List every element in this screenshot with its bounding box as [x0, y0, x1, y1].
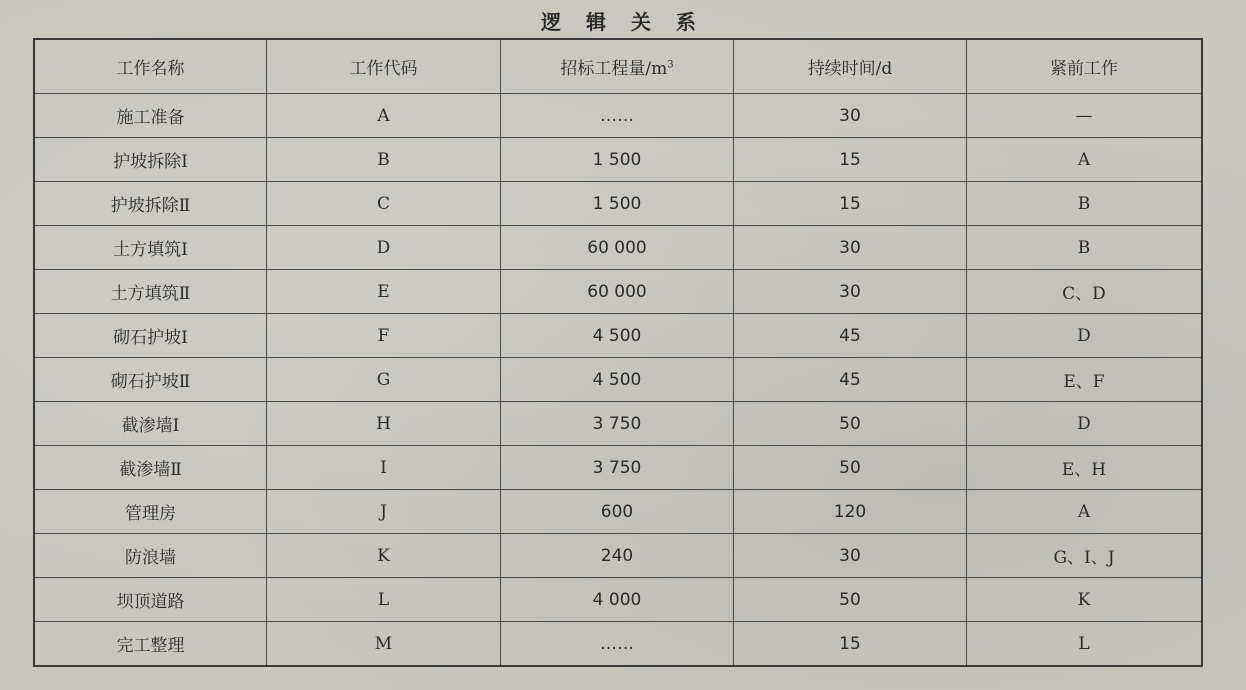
cell-predecessor: B — [967, 226, 1203, 270]
cell-duration: 45 — [734, 314, 967, 358]
cell-work-name: 完工整理 — [34, 622, 267, 667]
table-row — [34, 94, 1202, 138]
cell-duration: 120 — [734, 490, 967, 534]
cell-bid-quantity: …… — [501, 94, 734, 138]
cell-bid-quantity: 240 — [501, 534, 734, 578]
header-work-code: 工作代码 — [267, 39, 501, 94]
cell-duration: 30 — [734, 226, 967, 270]
cell-predecessor: K — [967, 578, 1203, 622]
cell-work-name: 护坡拆除Ⅱ — [34, 182, 267, 226]
header-duration: 持续时间/d — [734, 39, 967, 94]
cell-work-name: 土方填筑Ⅱ — [34, 270, 267, 314]
cell-bid-quantity: 3 750 — [501, 402, 734, 446]
table-row — [34, 490, 1202, 534]
cell-work-name: 砌石护坡Ⅱ — [34, 358, 267, 402]
cell-work-name: 土方填筑Ⅰ — [34, 226, 267, 270]
table-row — [34, 578, 1202, 622]
cell-duration: 50 — [734, 402, 967, 446]
cell-work-name: 防浪墙 — [34, 534, 267, 578]
cell-work-code: C — [267, 182, 501, 226]
cell-bid-quantity: 4 500 — [501, 358, 734, 402]
cell-duration: 30 — [734, 534, 967, 578]
cell-work-name: 坝顶道路 — [34, 578, 267, 622]
cell-duration: 50 — [734, 578, 967, 622]
cell-bid-quantity: 1 500 — [501, 138, 734, 182]
cell-bid-quantity: 4 000 — [501, 578, 734, 622]
table-body — [34, 94, 1202, 667]
cell-predecessor: A — [967, 490, 1203, 534]
cell-predecessor: E、H — [967, 446, 1203, 490]
cell-duration: 45 — [734, 358, 967, 402]
header-bid-quantity — [501, 39, 734, 94]
cell-predecessor: A — [967, 138, 1203, 182]
cell-predecessor: D — [967, 314, 1203, 358]
cell-work-name: 截渗墙Ⅰ — [34, 402, 267, 446]
cell-duration: 50 — [734, 446, 967, 490]
cell-work-code: B — [267, 138, 501, 182]
cell-work-code: F — [267, 314, 501, 358]
cell-predecessor: D — [967, 402, 1203, 446]
cell-predecessor: B — [967, 182, 1203, 226]
cell-work-name: 施工准备 — [34, 94, 267, 138]
cell-work-code: K — [267, 534, 501, 578]
cell-bid-quantity: 60 000 — [501, 270, 734, 314]
cell-work-code: G — [267, 358, 501, 402]
cell-work-code: M — [267, 622, 501, 667]
cell-bid-quantity: 1 500 — [501, 182, 734, 226]
header-bid-quantity-label: 招标工程量/m — [560, 59, 668, 79]
cell-work-code: D — [267, 226, 501, 270]
cell-work-code: E — [267, 270, 501, 314]
table-row — [34, 402, 1202, 446]
table-header — [34, 39, 1202, 94]
table-row — [34, 182, 1202, 226]
cell-work-name: 管理房 — [34, 490, 267, 534]
cell-predecessor: C、D — [967, 270, 1203, 314]
cell-predecessor: L — [967, 622, 1203, 667]
cell-predecessor: — — [967, 94, 1203, 138]
table-row — [34, 622, 1202, 667]
table-row — [34, 534, 1202, 578]
cell-work-code: I — [267, 446, 501, 490]
table-row — [34, 226, 1202, 270]
header-work-name: 工作名称 — [34, 39, 267, 94]
table-row — [34, 314, 1202, 358]
header-row — [34, 39, 1202, 94]
header-predecessor: 紧前工作 — [967, 39, 1203, 94]
cell-duration: 15 — [734, 182, 967, 226]
cell-work-code: H — [267, 402, 501, 446]
cell-duration: 15 — [734, 622, 967, 667]
cell-work-name: 截渗墙Ⅱ — [34, 446, 267, 490]
table-row — [34, 138, 1202, 182]
cell-work-name: 砌石护坡Ⅰ — [34, 314, 267, 358]
table-title: 逻 辑 关 系 — [541, 10, 705, 34]
table-row — [34, 358, 1202, 402]
cell-predecessor: G、I、J — [967, 534, 1203, 578]
table-row — [34, 270, 1202, 314]
cell-work-name: 护坡拆除Ⅰ — [34, 138, 267, 182]
table-row — [34, 446, 1202, 490]
cell-duration: 30 — [734, 94, 967, 138]
header-bid-quantity-exponent: 3 — [667, 59, 674, 71]
cell-work-code: J — [267, 490, 501, 534]
cell-work-code: L — [267, 578, 501, 622]
cell-bid-quantity: 3 750 — [501, 446, 734, 490]
cell-work-code: A — [267, 94, 501, 138]
cell-duration: 15 — [734, 138, 967, 182]
cell-predecessor: E、F — [967, 358, 1203, 402]
cell-bid-quantity: 4 500 — [501, 314, 734, 358]
cell-bid-quantity: 600 — [501, 490, 734, 534]
cell-bid-quantity: …… — [501, 622, 734, 667]
cell-duration: 30 — [734, 270, 967, 314]
cell-bid-quantity: 60 000 — [501, 226, 734, 270]
logic-relationship-table — [33, 38, 1203, 667]
